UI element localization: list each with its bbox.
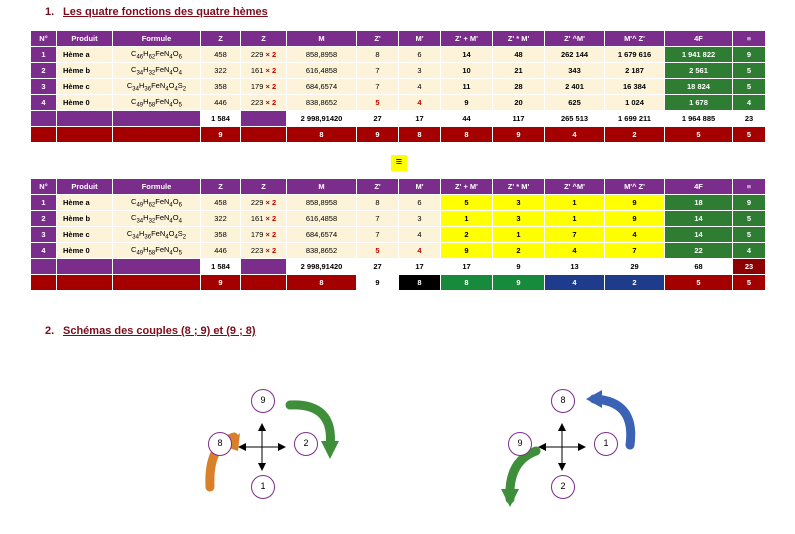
cell-blank (57, 127, 113, 143)
cell-prod: 3 (493, 195, 545, 211)
th-formule: Formule (113, 179, 201, 195)
cell-prod: 21 (493, 63, 545, 79)
table-row (31, 79, 766, 95)
cell-produit: Hème a (57, 195, 113, 211)
table-row (31, 195, 766, 211)
cell-n: 1 (31, 195, 57, 211)
th-z: Z (201, 31, 241, 47)
cell-blank (113, 259, 201, 275)
cell-sum: 10 (441, 63, 493, 79)
cell-red-pow1: 4 (545, 127, 605, 143)
cell-red-pow1: 4 (545, 275, 605, 291)
cell-total-mp: 17 (399, 111, 441, 127)
cell-pow1: 625 (545, 95, 605, 111)
cell-n: 3 (31, 79, 57, 95)
cell-pow2: 7 (605, 243, 665, 259)
cell-4f: 18 (665, 195, 733, 211)
cell-red-eq: 5 (733, 275, 766, 291)
cell-m: 684,6574 (287, 227, 357, 243)
cell-total-4f: 1 964 885 (665, 111, 733, 127)
cell-m: 838,8652 (287, 243, 357, 259)
cell-eq: 5 (733, 227, 766, 243)
cell-produit: Hème b (57, 211, 113, 227)
cell-prod: 28 (493, 79, 545, 95)
cell-total-4f: 68 (665, 259, 733, 275)
cell-red-sum: 8 (441, 275, 493, 291)
cell-sum: 1 (441, 211, 493, 227)
cell-mp: 4 (399, 79, 441, 95)
cell-eq: 5 (733, 63, 766, 79)
cell-red-4f: 5 (665, 127, 733, 143)
cell-total-eq: 23 (733, 259, 766, 275)
th-pow2: M'^ Z' (605, 179, 665, 195)
th-zp: Z' (357, 179, 399, 195)
cell-mp: 6 (399, 195, 441, 211)
th-prod: Z' * M' (493, 31, 545, 47)
cell-blank (113, 111, 201, 127)
cell-pow1: 7 (545, 227, 605, 243)
cell-blank (241, 259, 287, 275)
cell-blank (113, 275, 201, 291)
cell-pow1: 343 (545, 63, 605, 79)
cell-prod: 3 (493, 211, 545, 227)
cell-total-m: 2 998,91420 (287, 111, 357, 127)
cell-formule: $C_{46}H_{62}FeN_4O_6$ (113, 47, 201, 63)
cell-produit: Hème c (57, 79, 113, 95)
cell-blank (57, 275, 113, 291)
cell-blank (113, 127, 201, 143)
cell-z: 358 (201, 227, 241, 243)
th-pow1: Z' ^M' (545, 179, 605, 195)
cell-eq: 4 (733, 243, 766, 259)
cell-m: 858,8958 (287, 47, 357, 63)
th-produit: Produit (57, 179, 113, 195)
cell-mp: 4 (399, 227, 441, 243)
cell-total-zp: 27 (357, 259, 399, 275)
cell-mp: 4 (399, 95, 441, 111)
cell-total-sum: 17 (441, 259, 493, 275)
diagram-couple-8-9 (190, 375, 370, 520)
cell-mp: 4 (399, 243, 441, 259)
node-bottom: 1 (251, 475, 275, 499)
cell-red-zp: 9 (357, 127, 399, 143)
th-eq: ≡ (733, 31, 766, 47)
th-zp: Z' (357, 31, 399, 47)
cell-z2: 229 × 2 (241, 195, 287, 211)
node-right: 2 (294, 432, 318, 456)
cell-zp: 5 (357, 243, 399, 259)
cell-eq: 4 (733, 95, 766, 111)
cell-m: 616,4858 (287, 211, 357, 227)
node-top: 9 (251, 389, 275, 413)
table-header-row-1 (31, 31, 766, 47)
table-hemes-2 (30, 178, 766, 291)
cell-formule: $C_{49}H_{62}FeN_4O_6$ (113, 195, 201, 211)
table-totals-row (31, 259, 766, 275)
section-2-title: Schémas des couples (8 ; 9) et (9 ; 8) (63, 325, 256, 337)
equivalence-icon: ≡ (391, 155, 407, 171)
cell-pow2: 1 024 (605, 95, 665, 111)
cell-prod: 2 (493, 243, 545, 259)
cell-red-z: 9 (201, 275, 241, 291)
cell-total-pow1: 265 513 (545, 111, 605, 127)
cell-total-z: 1 584 (201, 111, 241, 127)
th-4f: 4F (665, 179, 733, 195)
table-reduced-row (31, 275, 766, 291)
cell-z: 322 (201, 63, 241, 79)
table-row (31, 227, 766, 243)
cell-zp: 5 (357, 95, 399, 111)
cell-total-mp: 17 (399, 259, 441, 275)
cell-eq: 5 (733, 79, 766, 95)
cell-z: 322 (201, 211, 241, 227)
cell-4f: 1 941 822 (665, 47, 733, 63)
cell-sum: 2 (441, 227, 493, 243)
table-row (31, 95, 766, 111)
cell-pow2: 9 (605, 211, 665, 227)
cell-produit: Hème b (57, 63, 113, 79)
node-top: 8 (551, 389, 575, 413)
cell-total-z: 1 584 (201, 259, 241, 275)
cell-4f: 22 (665, 243, 733, 259)
cell-n: 1 (31, 47, 57, 63)
cell-prod: 48 (493, 47, 545, 63)
cell-red-mp: 8 (399, 127, 441, 143)
cell-produit: Hème a (57, 47, 113, 63)
th-pow1: Z' ^M' (545, 31, 605, 47)
cell-mp: 3 (399, 211, 441, 227)
cell-formule: $C_{49}H_{58}FeN_4O_5$ (113, 95, 201, 111)
cell-m: 838,8652 (287, 95, 357, 111)
th-pow2: M'^ Z' (605, 31, 665, 47)
cell-pow2: 2 187 (605, 63, 665, 79)
cell-blank (31, 259, 57, 275)
cell-z2: 229 × 2 (241, 47, 287, 63)
cell-blank (241, 275, 287, 291)
node-left: 9 (508, 432, 532, 456)
cell-n: 2 (31, 63, 57, 79)
cell-pow2: 1 679 616 (605, 47, 665, 63)
cell-zp: 7 (357, 227, 399, 243)
th-eq: ≡ (733, 179, 766, 195)
cell-blank (241, 111, 287, 127)
th-produit: Produit (57, 31, 113, 47)
table-row (31, 211, 766, 227)
cell-red-zp: 9 (357, 275, 399, 291)
cell-blank (241, 127, 287, 143)
cell-pow2: 16 384 (605, 79, 665, 95)
th-sum: Z' + M' (441, 31, 493, 47)
table-row (31, 47, 766, 63)
cell-z2: 161 × 2 (241, 211, 287, 227)
cell-red-sum: 8 (441, 127, 493, 143)
th-z2: Z (241, 179, 287, 195)
cell-red-m: 8 (287, 127, 357, 143)
cell-n: 4 (31, 243, 57, 259)
cell-red-pow2: 2 (605, 127, 665, 143)
cell-total-pow2: 29 (605, 259, 665, 275)
cell-m: 616,4858 (287, 63, 357, 79)
cell-pow1: 2 401 (545, 79, 605, 95)
cell-red-prod: 9 (493, 275, 545, 291)
cell-zp: 8 (357, 47, 399, 63)
cell-4f: 2 561 (665, 63, 733, 79)
cell-4f: 14 (665, 227, 733, 243)
cell-formule: $C_{34}H_{32}FeN_4O_4$ (113, 63, 201, 79)
cell-red-z: 9 (201, 127, 241, 143)
cell-mp: 6 (399, 47, 441, 63)
cell-prod: 1 (493, 227, 545, 243)
cell-z2: 179 × 2 (241, 79, 287, 95)
section-1-number: 1. (45, 6, 55, 18)
cell-red-eq: 5 (733, 127, 766, 143)
th-mp: M' (399, 31, 441, 47)
cell-sum: 9 (441, 95, 493, 111)
cell-pow1: 1 (545, 195, 605, 211)
table-hemes-1 (30, 30, 766, 143)
cell-total-zp: 27 (357, 111, 399, 127)
cell-sum: 14 (441, 47, 493, 63)
th-4f: 4F (665, 31, 733, 47)
cell-zp: 8 (357, 195, 399, 211)
table-reduced-row (31, 127, 766, 143)
node-right: 1 (594, 432, 618, 456)
cell-n: 2 (31, 211, 57, 227)
th-m: M (287, 31, 357, 47)
th-sum: Z' + M' (441, 179, 493, 195)
cell-total-prod: 9 (493, 259, 545, 275)
cell-total-prod: 117 (493, 111, 545, 127)
cell-zp: 7 (357, 63, 399, 79)
cell-total-sum: 44 (441, 111, 493, 127)
cell-pow1: 262 144 (545, 47, 605, 63)
cell-zp: 7 (357, 79, 399, 95)
cell-4f: 18 824 (665, 79, 733, 95)
cell-formule: $C_{49}H_{58}FeN_4O_5$ (113, 243, 201, 259)
cell-formule: $C_{34}H_{36}FeN_4O_4S_2$ (113, 227, 201, 243)
section-2-number: 2. (45, 325, 55, 337)
cell-blank (31, 275, 57, 291)
cell-total-pow2: 1 699 211 (605, 111, 665, 127)
cell-sum: 11 (441, 79, 493, 95)
cell-m: 684,6574 (287, 79, 357, 95)
cell-eq: 9 (733, 47, 766, 63)
cell-pow1: 1 (545, 211, 605, 227)
cell-red-mp: 8 (399, 275, 441, 291)
cell-eq: 5 (733, 211, 766, 227)
th-z: Z (201, 179, 241, 195)
cell-z: 446 (201, 243, 241, 259)
cell-z: 358 (201, 79, 241, 95)
table-row (31, 63, 766, 79)
cell-blank (57, 111, 113, 127)
cell-red-pow2: 2 (605, 275, 665, 291)
cell-4f: 1 678 (665, 95, 733, 111)
cell-4f: 14 (665, 211, 733, 227)
cell-produit: Hème c (57, 227, 113, 243)
cell-pow1: 4 (545, 243, 605, 259)
section-1-title: Les quatre fonctions des quatre hèmes (63, 6, 268, 18)
diagram-couple-9-8 (490, 375, 670, 520)
cell-total-m: 2 998,91420 (287, 259, 357, 275)
cell-z2: 161 × 2 (241, 63, 287, 79)
cell-pow2: 9 (605, 195, 665, 211)
cell-z: 446 (201, 95, 241, 111)
cell-blank (31, 111, 57, 127)
cell-red-m: 8 (287, 275, 357, 291)
cell-sum: 9 (441, 243, 493, 259)
table-totals-row (31, 111, 766, 127)
th-formule: Formule (113, 31, 201, 47)
cell-n: 4 (31, 95, 57, 111)
cell-total-pow1: 13 (545, 259, 605, 275)
cell-z: 458 (201, 195, 241, 211)
cell-prod: 20 (493, 95, 545, 111)
cell-n: 3 (31, 227, 57, 243)
cell-red-prod: 9 (493, 127, 545, 143)
table-header-row-2 (31, 179, 766, 195)
cell-sum: 5 (441, 195, 493, 211)
cell-zp: 7 (357, 211, 399, 227)
cell-pow2: 4 (605, 227, 665, 243)
th-m: M (287, 179, 357, 195)
cell-produit: Hème 0 (57, 95, 113, 111)
table-row (31, 243, 766, 259)
cell-z2: 223 × 2 (241, 95, 287, 111)
cell-eq: 9 (733, 195, 766, 211)
th-n: N° (31, 179, 57, 195)
cell-z: 458 (201, 47, 241, 63)
cell-red-4f: 5 (665, 275, 733, 291)
node-bottom: 2 (551, 475, 575, 499)
th-prod: Z' * M' (493, 179, 545, 195)
th-z2: Z (241, 31, 287, 47)
cell-total-eq: 23 (733, 111, 766, 127)
cell-z2: 179 × 2 (241, 227, 287, 243)
cell-formule: $C_{34}H_{36}FeN_4O_4S_2$ (113, 79, 201, 95)
cell-z2: 223 × 2 (241, 243, 287, 259)
cell-blank (31, 127, 57, 143)
cell-mp: 3 (399, 63, 441, 79)
th-n: N° (31, 31, 57, 47)
cell-blank (57, 259, 113, 275)
cell-formule: $C_{34}H_{32}FeN_4O_4$ (113, 211, 201, 227)
th-mp: M' (399, 179, 441, 195)
cell-m: 858,8958 (287, 195, 357, 211)
node-left: 8 (208, 432, 232, 456)
cell-produit: Hème 0 (57, 243, 113, 259)
